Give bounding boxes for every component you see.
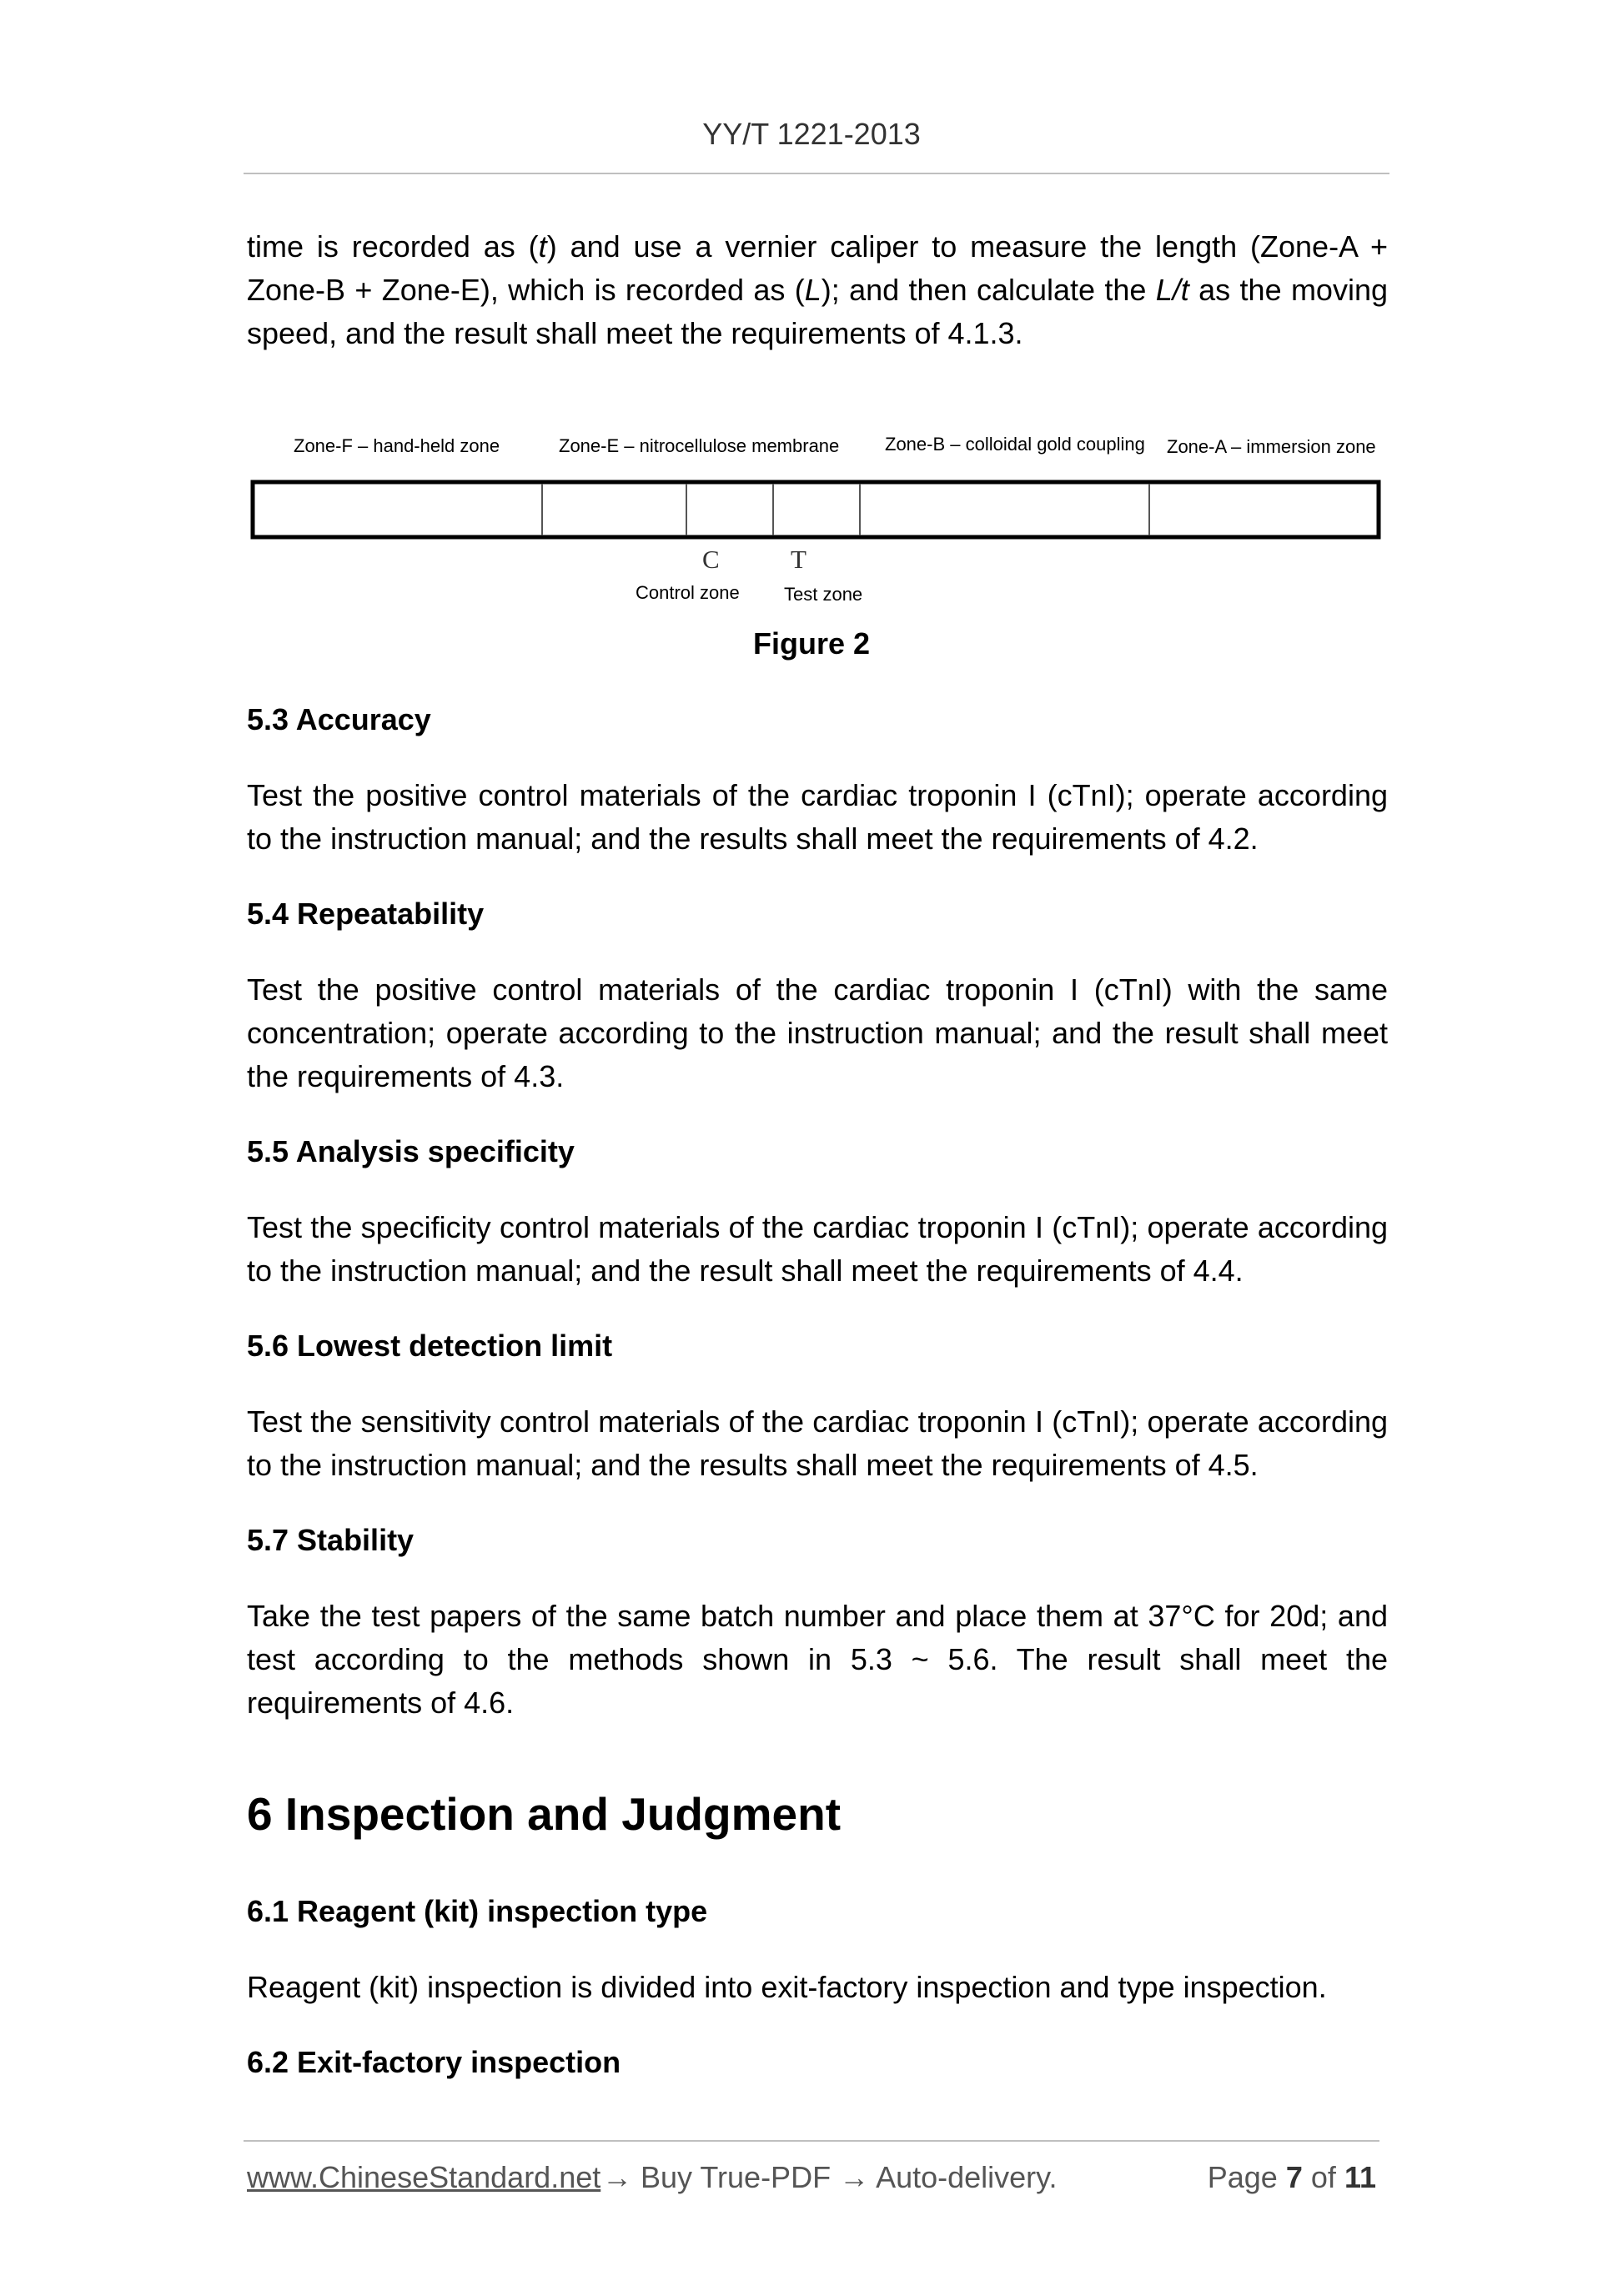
heading-5-4: 5.4 Repeatability xyxy=(247,897,485,931)
document-code-header: YY/T 1221-2013 xyxy=(702,117,921,151)
heading-5-3: 5.3 Accuracy xyxy=(247,702,431,736)
page-word: Page xyxy=(1207,2160,1278,2194)
zone-e-label: Zone-E – nitrocellulose membrane xyxy=(559,435,840,456)
intro-text-1: time is recorded as ( xyxy=(247,229,539,264)
test-line-letter: T xyxy=(791,545,806,574)
paragraph-5-5: Test the specificity control materials of the cardiac troponin I (cTnI); operate according to the instruction manual; and the result shall meet the requirements of 4.4. xyxy=(247,1210,1388,1288)
heading-5-5: 5.5 Analysis specificity xyxy=(247,1134,575,1168)
zone-f-label: Zone-F – hand-held zone xyxy=(294,435,500,456)
test-zone-label: Test zone xyxy=(784,584,863,605)
website-link[interactable]: www.ChineseStandard.net xyxy=(247,2160,601,2194)
paragraph-5-3: Test the positive control materials of the cardiac troponin I (cTnI); operate according to the instruction manual; and the results shall meet the requirements of 4.2. xyxy=(247,778,1388,856)
zone-b-label: Zone-B – colloidal gold coupling xyxy=(885,434,1145,455)
paragraph-5-7: Take the test papers of the same batch number and place them at 37°C for 20d; and test according to the methods shown in 5.3 ~ 5.6. The result shall meet the requirements of 4.6. xyxy=(247,1599,1388,1720)
paragraph-6-1: Reagent (kit) inspection is divided into exit-factory inspection and type inspection. xyxy=(247,1970,1327,2004)
test-strip-diagram xyxy=(247,477,1384,544)
intro-paragraph xyxy=(247,225,1388,355)
heading-6-1: 6.1 Reagent (kit) inspection type xyxy=(247,1894,708,1928)
of-word: of xyxy=(1310,2160,1336,2194)
intro-text-2: ) and use a vernier caliper to measure the length (Zone-A + Zone-B + Zone-E), which is recorded as ( xyxy=(247,229,1388,307)
zone-a-label: Zone-A – immersion zone xyxy=(1167,436,1376,457)
var-l-over-t: L/t xyxy=(1155,273,1189,307)
page-total: 11 xyxy=(1344,2160,1376,2194)
intro-text-4: as the moving speed, and the result shall meet the requirements of 4.1.3. xyxy=(247,273,1388,350)
control-line-letter: C xyxy=(702,545,720,574)
header-divider xyxy=(244,173,1389,174)
figure-caption: Figure 2 xyxy=(752,626,871,661)
var-l: L xyxy=(804,273,822,307)
paragraph-5-4: Test the positive control materials of the cardiac troponin I (cTnI) with the same concentration; operate according to the instruction manual; and the result shall meet the requirements of 4.3. xyxy=(247,972,1388,1093)
page-indicator xyxy=(1208,2160,1376,2195)
heading-6-2: 6.2 Exit-factory inspection xyxy=(247,2045,621,2079)
heading-5-7: 5.7 Stability xyxy=(247,1523,415,1557)
var-t: t xyxy=(538,229,547,264)
intro-text-3: ); and then calculate the xyxy=(821,273,1156,307)
paragraph-5-6: Test the sensitivity control materials of the cardiac troponin I (cTnI); operate according to the instruction manual; and the results shall meet the requirements of 4.5. xyxy=(247,1404,1388,1482)
control-zone-label: Control zone xyxy=(636,582,740,603)
test-strip-outline xyxy=(253,482,1379,537)
heading-6: 6 Inspection and Judgment xyxy=(247,1788,842,1840)
promo-text: → Buy True-PDF → Auto-delivery. xyxy=(602,2160,1058,2194)
heading-5-6: 5.6 Lowest detection limit xyxy=(247,1329,613,1363)
footer-divider xyxy=(244,2140,1379,2142)
page-number: 7 xyxy=(1285,2160,1303,2194)
